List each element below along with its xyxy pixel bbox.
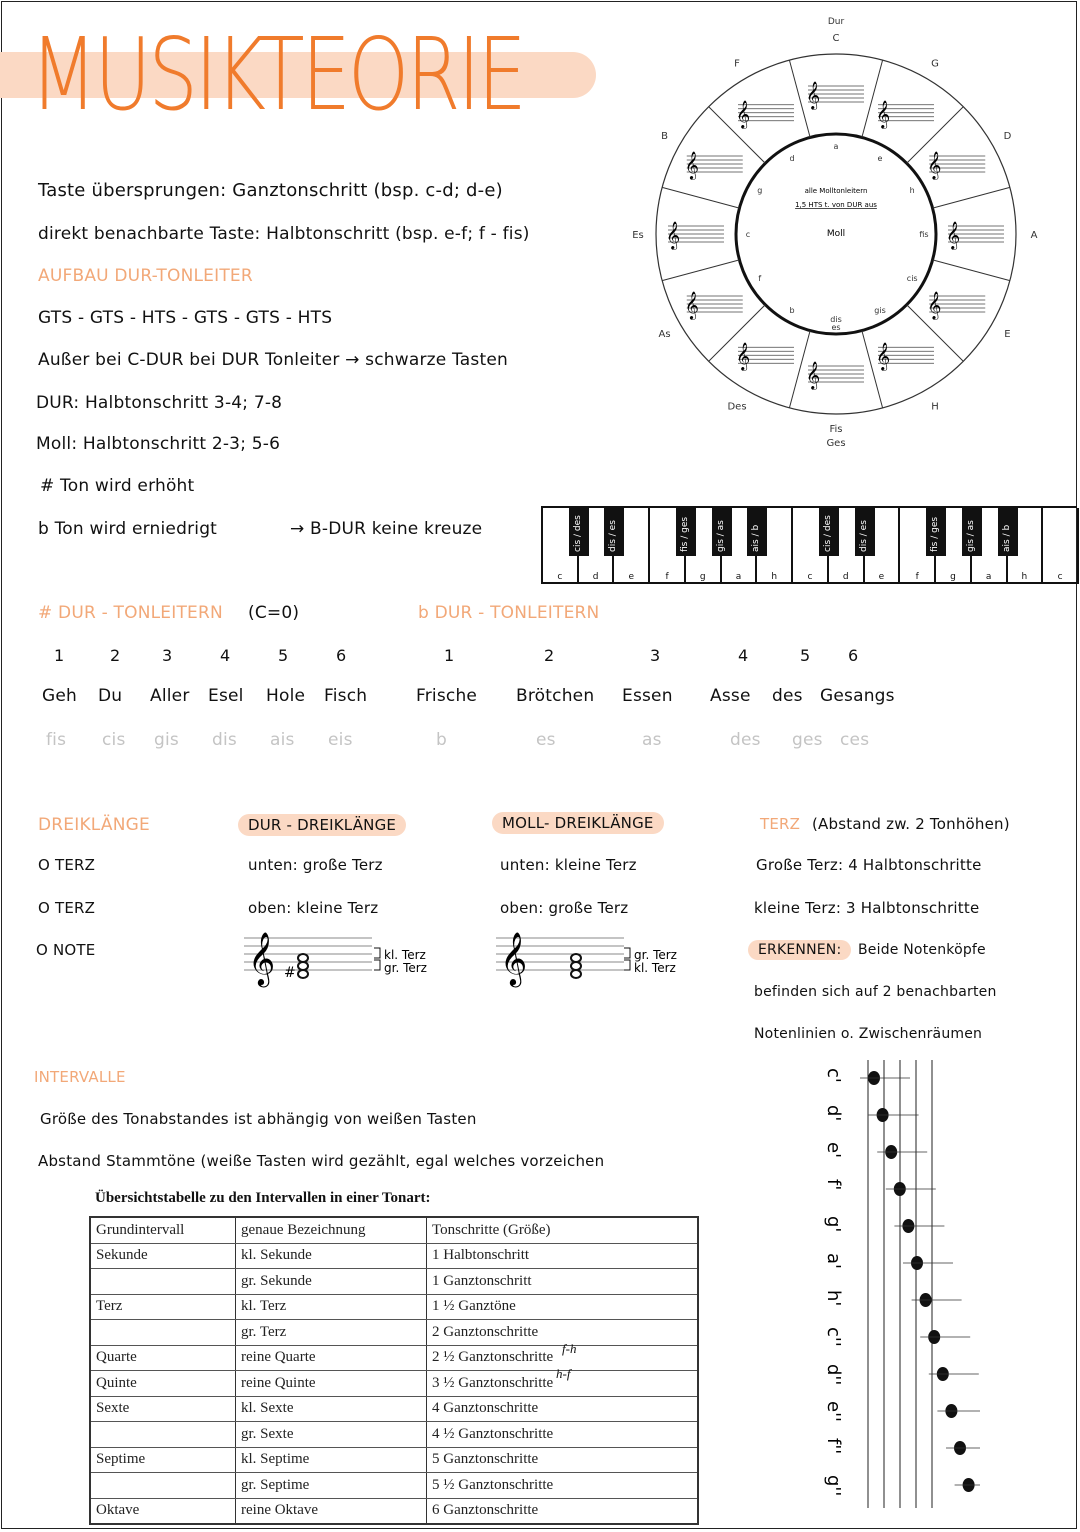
piano-black-key-label: fis / ges [930, 516, 941, 552]
staff-note-label: a' [823, 1253, 844, 1269]
treble-clef-icon: 𝄞 [806, 361, 821, 389]
table-cell: reine Oktave [236, 1498, 427, 1524]
quinte-annotation: h-f [556, 1366, 571, 1381]
table-cell: gr. Sexte [236, 1422, 427, 1448]
sharp-scales-heading: # DUR - TONLEITERN [38, 603, 223, 623]
circle-inner-label: a [833, 142, 839, 151]
flat-scale-word: Essen [622, 686, 673, 706]
flat-scale-tone: des [730, 730, 761, 750]
circle-outer-label: A [1030, 230, 1038, 241]
sharp-scale-word: Fisch [324, 686, 368, 706]
piano-black-key-label: cis / des [572, 515, 583, 552]
sharp-scale-tone: cis [102, 730, 126, 750]
terz-heading-rest: (Abstand zw. 2 Tonhöhen) [812, 815, 1010, 833]
piano-white-key-label: f [665, 572, 669, 582]
intro-line-1: Taste übersprungen: Ganztonschritt (bsp. c-d; d-e) [38, 180, 503, 201]
table-header-row [90, 1217, 698, 1243]
circle-outer-label: B [661, 131, 668, 142]
page-title: MUSIKTEORIE [30, 18, 524, 134]
circle-outer-label: D [1003, 131, 1012, 142]
table-cell: Quinte [90, 1371, 236, 1397]
treble-clef-icon: 𝄞 [666, 221, 681, 249]
intro-line-2: direkt benachbarte Taste: Halbtonschritt (bsp. e-f; f - fis) [38, 224, 530, 244]
piano-white-key-label: h [1021, 572, 1028, 582]
piano-white-key-label: h [771, 572, 778, 582]
dur-triad-heading: DUR - DREIKLÄNGE [238, 814, 406, 836]
moll-triad-unten: unten: kleine Terz [500, 856, 637, 874]
table-cell: reine Quarte [236, 1345, 427, 1371]
piano-white-key-label: c [807, 572, 813, 582]
staff-note-label: d'' [823, 1364, 844, 1386]
piano-black-key [962, 508, 982, 556]
piano-white-key-label: a [735, 572, 742, 582]
flat-scale-number: 6 [848, 646, 859, 665]
table-cell: 1 Ganztonschritt [427, 1269, 699, 1295]
table-cell: 5 Ganztonschritte [427, 1447, 699, 1473]
dur-triad-staff [244, 922, 454, 988]
treble-clef-icon: 𝄞 [806, 81, 821, 109]
flat-scale-word: des [772, 686, 803, 706]
sharp-scale-number: 3 [162, 646, 173, 665]
piano-black-key [604, 508, 624, 556]
table-row [90, 1294, 698, 1320]
table-cell [90, 1422, 236, 1448]
sharp-scale-word: Geh [42, 686, 78, 706]
circle-outer-label: As [658, 329, 671, 340]
table-row [90, 1269, 698, 1295]
circle-dur-label: Dur [827, 17, 845, 27]
circle-outer-label: Ges [826, 438, 846, 449]
staff-note-label: c' [823, 1068, 844, 1083]
piano-white-key [1043, 508, 1079, 584]
table-row [90, 1371, 698, 1397]
triads-heading: DREIKLÄNGE [38, 815, 150, 835]
intervalle-heading: INTERVALLE [34, 1068, 126, 1086]
circle-outer-label: F [734, 58, 740, 70]
sharp-scale-number: 4 [220, 646, 231, 665]
interval-table [89, 1216, 699, 1525]
sharp-scale-tone: eis [328, 730, 353, 750]
terz-line-3: Notenlinien o. Zwischenräumen [754, 1026, 983, 1042]
table-cell: 1 ½ Ganztöne [427, 1294, 699, 1320]
flat-scale-word: Asse [710, 686, 751, 706]
table-header-cell: Tonschritte (Größe) [427, 1217, 699, 1243]
terz-line-2: befinden sich auf 2 benachbarten [754, 984, 997, 1000]
circle-inner-label: g [757, 186, 763, 195]
treble-clef-icon: 𝄞 [946, 221, 961, 249]
table-row [90, 1345, 698, 1371]
sharp-scale-number: 6 [336, 646, 347, 665]
circle-inner-label: cis [906, 274, 918, 283]
table-cell: gr. Septime [236, 1473, 427, 1499]
flat-scale-word: Gesangs [820, 686, 895, 706]
interval-table-title: Übersichtstabelle zu den Intervallen in einer Tonart: [95, 1190, 431, 1206]
sharp-scale-number: 2 [110, 646, 121, 665]
flat-scale-word: Frische [416, 686, 478, 706]
table-row [90, 1447, 698, 1473]
table-cell: gr. Terz [236, 1320, 427, 1346]
piano-black-key [712, 508, 732, 556]
table-cell: 2 ½ Ganztonschritte [427, 1345, 699, 1371]
table-cell: Terz [90, 1294, 236, 1320]
sharp-sign-icon: # [284, 965, 296, 981]
piano-white-key-label: a [985, 572, 992, 582]
terz-heading: TERZ [760, 815, 801, 833]
flat-scale-tone: ces [840, 730, 870, 750]
flat-scale-tone: ges [792, 730, 823, 750]
circle-outer-label: H [931, 401, 939, 413]
quarte-annotation: f-h [562, 1341, 577, 1356]
moll-label-2: kl. Terz [634, 961, 676, 975]
piano-keyboard [541, 506, 1077, 584]
circle-inner-label: d [789, 153, 795, 163]
aufbau-line-2: Außer bei C-DUR bei DUR Tonleiter → schwarze Tasten [38, 350, 508, 370]
piano-black-key [855, 508, 875, 556]
staff-note-label: e'' [823, 1401, 844, 1422]
table-cell [90, 1473, 236, 1499]
table-cell: kl. Sexte [236, 1396, 427, 1422]
circle-inner-label: c [745, 230, 751, 239]
vertical-note-staff [820, 1060, 980, 1512]
sharp-scales-note: (C=0) [248, 603, 300, 623]
table-cell: 2 Ganztonschritte [427, 1320, 699, 1346]
piano-black-key-label: ais / b [1001, 524, 1012, 552]
circle-outer-label: E [1004, 329, 1011, 340]
piano-black-key [926, 508, 946, 556]
treble-clef-icon: 𝄞 [500, 931, 528, 985]
circle-outer-label: Fis [829, 424, 843, 435]
piano-black-key-label: fis / ges [679, 516, 690, 552]
aufbau-line-6: b Ton wird erniedrigt [38, 519, 218, 539]
staff-note-label: d' [823, 1105, 844, 1122]
circle-inner-label: es [831, 323, 841, 332]
circle-inner-label: b [789, 306, 795, 316]
table-row [90, 1498, 698, 1524]
table-row [90, 1243, 698, 1269]
staff-note-label: f' [823, 1179, 844, 1191]
piano-black-key-label: gis / as [965, 520, 976, 552]
table-cell: Sexte [90, 1396, 236, 1422]
treble-clef-icon: 𝄞 [736, 99, 751, 128]
terz-gross: Große Terz: 4 Halbtonschritte [756, 856, 982, 874]
piano-white-key-label: c [1057, 572, 1063, 582]
aufbau-heading: AUFBAU DUR-TONLEITER [38, 266, 253, 286]
flat-scale-tone: as [642, 730, 662, 750]
flat-scale-number: 2 [544, 646, 555, 665]
piano-white-key-label: e [878, 572, 885, 582]
piano-black-key-label: ais / b [751, 524, 762, 552]
flat-scale-word: Brötchen [516, 686, 595, 706]
staff-note-label: c'' [823, 1327, 844, 1347]
circle-outer-label: Des [727, 401, 747, 413]
table-row [90, 1422, 698, 1448]
piano-white-key-label: d [842, 572, 849, 582]
dur-triad-oben: oben: kleine Terz [248, 899, 379, 917]
dur-label-1: kl. Terz [384, 948, 426, 962]
piano-black-key [819, 508, 839, 556]
treble-clef-icon: 𝄞 [876, 342, 891, 371]
intervalle-line-1: Größe des Tonabstandes ist abhängig von weißen Tasten [40, 1110, 477, 1128]
treble-clef-icon: 𝄞 [927, 291, 942, 319]
sharp-scale-tone: fis [46, 730, 67, 750]
aufbau-line-5: # Ton wird erhöht [40, 476, 195, 496]
piano-black-key-label: gis / as [715, 520, 726, 552]
table-cell: 6 Ganztonschritte [427, 1498, 699, 1524]
sharp-scale-word: Esel [208, 686, 244, 706]
table-cell [90, 1320, 236, 1346]
staff-note-label: h' [823, 1290, 844, 1307]
table-cell: Quarte [90, 1345, 236, 1371]
flat-scale-number: 4 [738, 646, 749, 665]
circle-outer-label: C [832, 33, 840, 44]
triad-item-3: O NOTE [36, 941, 96, 959]
table-row [90, 1473, 698, 1499]
circle-of-fifths [620, 14, 1060, 454]
flat-scale-number: 1 [444, 646, 455, 665]
treble-clef-icon: 𝄞 [684, 151, 699, 179]
table-cell: kl. Terz [236, 1294, 427, 1320]
table-cell: 5 ½ Ganztonschritte [427, 1473, 699, 1499]
terz-klein: kleine Terz: 3 Halbtonschritte [754, 899, 980, 917]
staff-note-label: g' [823, 1216, 844, 1233]
staff-note-label: g'' [823, 1475, 844, 1497]
circle-inner-label: gis [874, 306, 886, 316]
moll-triad-staff [496, 922, 706, 988]
piano-black-key-label: dis / es [858, 520, 869, 552]
piano-white-key-label: e [628, 572, 635, 582]
flat-scale-tone: es [536, 730, 556, 750]
circle-inner-label: f [758, 274, 762, 283]
sharp-scale-word: Aller [150, 686, 190, 706]
sharp-scale-number: 1 [54, 646, 65, 665]
moll-triad-heading: MOLL- DREIKLÄNGE [492, 812, 664, 834]
circle-inner-label: fis [919, 230, 929, 239]
circle-inner-label: dis [830, 315, 842, 324]
circle-center-line-1: alle Molltonleitern [804, 187, 868, 195]
piano-white-key-label: g [950, 572, 956, 582]
piano-black-key-label: dis / es [608, 520, 619, 552]
moll-label-1: gr. Terz [634, 948, 677, 962]
circle-center-line-3: Moll [826, 229, 846, 239]
staff-note-label: e' [823, 1142, 844, 1159]
table-cell: kl. Septime [236, 1447, 427, 1473]
table-header-cell: genaue Bezeichnung [236, 1217, 427, 1243]
circle-outer-label: Es [632, 230, 644, 241]
aufbau-line-4: Moll: Halbtonschritt 2-3; 5-6 [36, 434, 281, 454]
dur-label-2: gr. Terz [384, 961, 427, 975]
table-cell: Oktave [90, 1498, 236, 1524]
sharp-scale-word: Du [98, 686, 123, 706]
flat-scale-tone: b [436, 730, 447, 750]
table-cell: kl. Sekunde [236, 1243, 427, 1269]
treble-clef-icon: 𝄞 [248, 931, 276, 985]
sharp-scale-number: 5 [278, 646, 289, 665]
triad-item-2: O TERZ [38, 899, 96, 917]
flat-scale-number: 3 [650, 646, 661, 665]
dur-triad-unten: unten: große Terz [248, 856, 383, 874]
piano-white-key-label: c [557, 572, 563, 582]
table-cell: Sekunde [90, 1243, 236, 1269]
treble-clef-icon: 𝄞 [736, 342, 751, 371]
circle-center-line-2: 1,5 HTS t. von DUR aus [795, 201, 877, 209]
terz-erkennen-label: ERKENNEN: [748, 940, 851, 960]
piano-white-key-label: d [592, 572, 599, 582]
staff-note-label: f'' [823, 1438, 844, 1455]
treble-clef-icon: 𝄞 [927, 151, 942, 179]
piano-white-key-label: g [699, 572, 706, 582]
treble-clef-icon: 𝄞 [876, 99, 891, 128]
piano-black-key [569, 508, 589, 556]
flat-scale-number: 5 [800, 646, 811, 665]
table-cell: 3 ½ Ganztonschritte [427, 1371, 699, 1397]
circle-inner-label: h [909, 186, 915, 195]
table-cell: 4 ½ Ganztonschritte [427, 1422, 699, 1448]
table-cell: reine Quinte [236, 1371, 427, 1397]
intervalle-line-2: Abstand Stammtöne (weiße Tasten wird gezählt, egal welches vorzeichen [38, 1152, 605, 1170]
sharp-scale-word: Hole [266, 686, 306, 706]
aufbau-line-1: GTS - GTS - HTS - GTS - GTS - HTS [38, 308, 333, 328]
aufbau-line-6b: → B-DUR keine kreuze [290, 519, 483, 539]
piano-black-key [998, 508, 1018, 556]
piano-black-key [676, 508, 696, 556]
flat-scales-heading: b DUR - TONLEITERN [418, 603, 600, 623]
circle-outer-label: G [931, 58, 939, 70]
treble-clef-icon: 𝄞 [684, 291, 699, 319]
sharp-scale-tone: dis [212, 730, 237, 750]
triad-item-1: O TERZ [38, 856, 96, 874]
circle-inner-label: e [877, 153, 883, 163]
table-row [90, 1396, 698, 1422]
piano-white-key-label: f [915, 572, 919, 582]
table-cell: Septime [90, 1447, 236, 1473]
sharp-scale-tone: ais [270, 730, 295, 750]
table-cell: gr. Sekunde [236, 1269, 427, 1295]
piano-black-key-label: cis / des [822, 515, 833, 552]
terz-erkennen-text: Beide Notenköpfe [858, 942, 986, 958]
table-row [90, 1320, 698, 1346]
table-cell [90, 1269, 236, 1295]
piano-black-key [747, 508, 767, 556]
moll-triad-oben: oben: große Terz [500, 899, 629, 917]
table-cell: 4 Ganztonschritte [427, 1396, 699, 1422]
table-header-cell: Grundintervall [90, 1217, 236, 1243]
sharp-scale-tone: gis [154, 730, 179, 750]
table-cell: 1 Halbtonschritt [427, 1243, 699, 1269]
aufbau-line-3: DUR: Halbtonschritt 3-4; 7-8 [36, 393, 283, 413]
